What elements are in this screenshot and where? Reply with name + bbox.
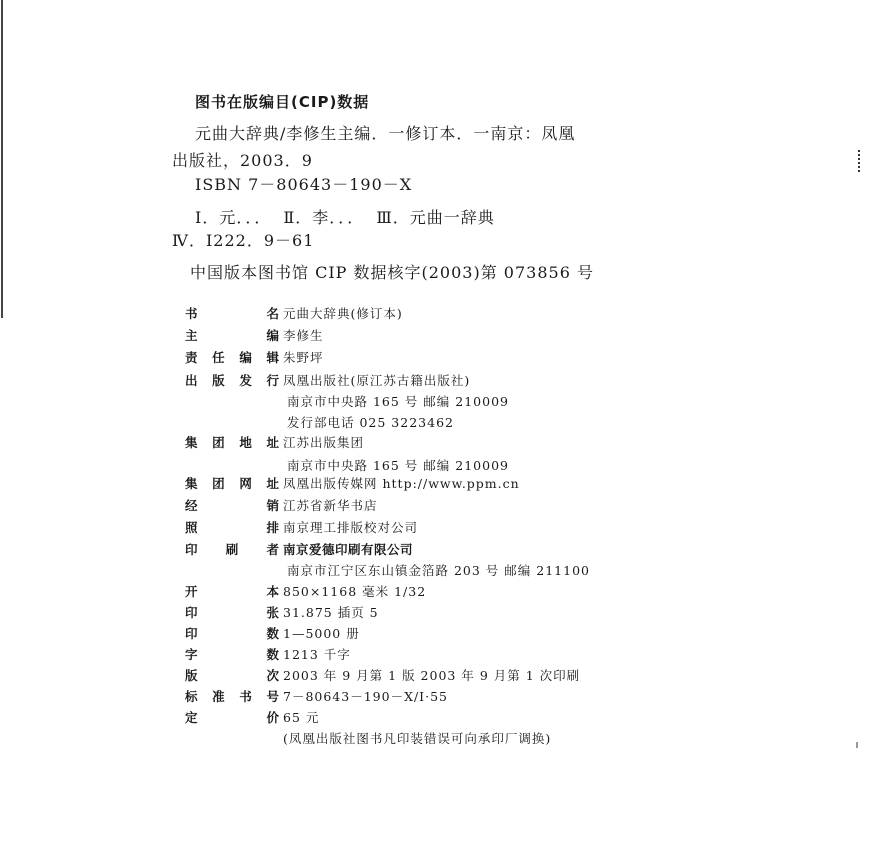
label-char: 团 <box>212 476 225 491</box>
colophon-value: 南京理工排版校对公司 <box>283 520 419 535</box>
label-char: 标 <box>185 689 198 704</box>
label-char: 字 <box>185 647 198 662</box>
scan-speck <box>858 150 863 172</box>
label-char: 书 <box>185 306 198 321</box>
label-char: 地 <box>239 435 252 450</box>
label-char: 数 <box>266 626 279 641</box>
colophon-value: 元曲大辞典(修订本) <box>283 306 403 321</box>
label-char: 版 <box>185 668 198 683</box>
label-char: 排 <box>266 520 279 535</box>
label-char: 印 <box>185 626 198 641</box>
label-char: 任 <box>212 350 225 365</box>
label-char: 者 <box>266 542 279 557</box>
label-char: 发 <box>239 373 252 388</box>
label-char: 定 <box>185 710 198 725</box>
label-char: 编 <box>239 350 252 365</box>
colophon-row <box>185 369 470 391</box>
label-char: 印 <box>185 542 198 557</box>
label-char: 价 <box>266 710 279 725</box>
label-char: 张 <box>266 605 279 620</box>
colophon-row <box>185 302 403 324</box>
colophon-label <box>185 624 283 642</box>
label-char: 次 <box>266 668 279 683</box>
colophon-label <box>185 348 283 366</box>
label-char: 本 <box>266 584 279 599</box>
label-char: 号 <box>266 689 279 704</box>
colophon-row <box>185 622 360 644</box>
colophon-row <box>185 346 324 368</box>
colophon-value: 7－80643－190－X/I·55 <box>283 689 449 704</box>
printing-error-note: (凤凰出版社图书凡印装错误可向承印厂调换) <box>283 731 552 746</box>
colophon-row <box>185 685 448 707</box>
colophon-value: 1—5000 册 <box>283 626 360 641</box>
colophon-value: 2003 年 9 月第 1 版 2003 年 9 月第 1 次印刷 <box>283 668 581 683</box>
label-char: 团 <box>212 435 225 450</box>
label-char: 编 <box>266 328 279 343</box>
colophon-value: 凤凰出版社(原江苏古籍出版社) <box>283 373 471 388</box>
colophon-value: 朱野坪 <box>283 350 324 365</box>
colophon-label <box>185 708 283 726</box>
label-char: 址 <box>266 476 279 491</box>
colophon-label <box>185 496 283 514</box>
colophon-label <box>185 304 283 322</box>
colophon-row <box>185 580 426 602</box>
colophon-label <box>185 518 283 536</box>
colophon-label <box>185 540 283 558</box>
label-char: 开 <box>185 584 198 599</box>
colophon-row <box>185 601 379 623</box>
label-char: 准 <box>212 689 225 704</box>
scan-left-edge <box>1 0 3 318</box>
colophon-label <box>185 474 283 492</box>
colophon-label <box>185 582 283 600</box>
label-char: 刷 <box>225 542 239 557</box>
cip-classification: Ⅳ．I222．9－61 <box>172 231 315 250</box>
colophon-label <box>185 326 283 344</box>
colophon-label <box>185 371 283 389</box>
colophon-label <box>185 433 283 451</box>
cip-title: 图书在版编目(CIP)数据 <box>195 93 370 111</box>
colophon-row <box>185 643 351 665</box>
colophon-row <box>185 516 418 538</box>
colophon-label <box>185 687 283 705</box>
colophon-row <box>185 494 378 516</box>
label-char: 书 <box>239 689 252 704</box>
label-char: 址 <box>266 435 279 450</box>
label-char: 辑 <box>266 350 279 365</box>
label-char: 主 <box>185 328 198 343</box>
cip-subjects: Ⅰ．元．．． Ⅱ．李．．． Ⅲ．元曲一辞典 <box>195 208 495 227</box>
scan-dot <box>856 742 858 748</box>
colophon-value: 凤凰出版传媒网 http://www.ppm.cn <box>283 476 520 491</box>
label-char: 版 <box>212 373 225 388</box>
label-char: 数 <box>266 647 279 662</box>
colophon-row <box>185 431 364 453</box>
label-char: 出 <box>185 373 198 388</box>
colophon-value: 1213 千字 <box>283 647 351 662</box>
cip-isbn: ISBN 7－80643－190－X <box>195 175 413 194</box>
colophon-value: 南京爱德印刷有限公司 <box>283 542 414 557</box>
label-char: 照 <box>185 520 198 535</box>
colophon-value: 31.875 插页 5 <box>283 605 379 620</box>
label-char: 经 <box>185 498 198 513</box>
cip-line-2: 出版社，2003．9 <box>172 151 313 170</box>
label-char: 集 <box>185 476 198 491</box>
colophon-value: 江苏出版集团 <box>283 435 365 450</box>
colophon-row <box>185 324 324 346</box>
colophon-continuation: 南京市江宁区东山镇金箔路 203 号 邮编 211100 <box>287 563 590 578</box>
colophon-value: 李修生 <box>283 328 324 343</box>
label-char: 责 <box>185 350 198 365</box>
label-char: 集 <box>185 435 198 450</box>
colophon-value: 65 元 <box>283 710 320 725</box>
colophon-row <box>185 472 520 494</box>
label-char: 名 <box>266 306 279 321</box>
colophon-continuation: 南京市中央路 165 号 邮编 210009 <box>287 458 509 473</box>
cip-line-1: 元曲大辞典/李修生主编．一修订本．一南京：凤凰 <box>195 124 576 143</box>
label-char: 销 <box>266 498 279 513</box>
colophon-row <box>185 706 319 728</box>
colophon-row <box>185 664 580 686</box>
colophon-value: 850×1168 毫米 1/32 <box>283 584 427 599</box>
colophon-continuation: 南京市中央路 165 号 邮编 210009 <box>287 394 509 409</box>
label-char: 网 <box>239 476 252 491</box>
label-char: 行 <box>266 373 279 388</box>
colophon-value: 江苏省新华书店 <box>283 498 378 513</box>
cip-record-number: 中国版本图书馆 CIP 数据核字(2003)第 073856 号 <box>190 263 594 282</box>
colophon-label <box>185 666 283 684</box>
colophon-label <box>185 603 283 621</box>
colophon-label <box>185 645 283 663</box>
colophon-continuation: 发行部电话 025 3223462 <box>287 415 454 430</box>
colophon-row <box>185 538 413 560</box>
label-char: 印 <box>185 605 198 620</box>
